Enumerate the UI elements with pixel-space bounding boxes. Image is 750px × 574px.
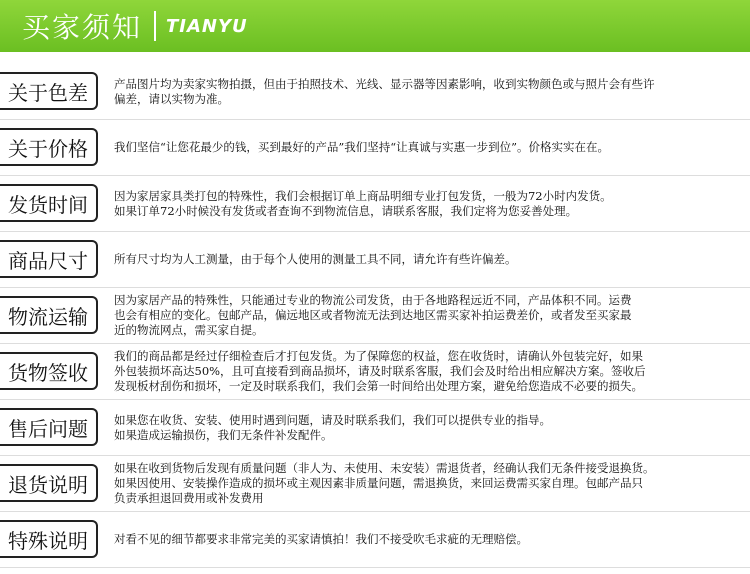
notice-row — [0, 456, 750, 512]
section-content — [114, 400, 736, 455]
notice-row — [0, 344, 750, 400]
section-text-line: 如果因使用、安装操作造成的损坏或主观因素非质量问题，需退换货，来回运费需买家自理。包邮产品只 — [114, 476, 643, 490]
section-text-line: 对看不见的细节都要求非常完美的买家请慎拍！我们不接受吹毛求疵的无理赔偿。 — [114, 532, 528, 546]
section-label: 关于价格 — [0, 128, 98, 166]
section-text-line: 发现板材刮伤和损坏，一定及时联系我们，我们会第一时间给出处理方案，避免给您造成不必要的损失。 — [114, 379, 643, 393]
notice-row — [0, 120, 750, 176]
section-content — [114, 288, 736, 343]
section-text-line: 如果订单72小时候没有发货或者查询不到物流信息，请联系客服，我们定将为您妥善处理。 — [114, 203, 578, 218]
section-text-line: 产品图片均为卖家实物拍摄，但由于拍照技术、光线、显示器等因素影响，收到实物颜色或与照片会有些许 — [114, 76, 655, 91]
section-text-line: 因为家居家具类打包的特殊性，我们会根据订单上商品明细专业打包发货，一般为72小时内发货。 — [114, 188, 612, 203]
section-text-line: 如果造成运输损伤，我们无条件补发配件。 — [114, 427, 333, 442]
section-label: 货物签收 — [0, 352, 98, 390]
brand-logo: TIANYU — [166, 15, 248, 37]
section-text-line: 如果您在收货、安装、使用时遇到问题，请及时联系我们，我们可以提供专业的指导。 — [114, 412, 551, 427]
section-content — [114, 232, 736, 287]
section-label: 售后问题 — [0, 408, 98, 446]
section-text-line: 如果在收到货物后发现有质量问题（非人为、未使用、未安装）需退货者，经确认我们无条件接受退换货。 — [114, 461, 655, 475]
section-content — [114, 64, 736, 119]
notice-list — [0, 64, 750, 568]
section-text-line: 也会有相应的变化。包邮产品，偏远地区或者物流无法到达地区需买家补拍运费差价，或者发至买家最 — [114, 308, 632, 322]
notice-row — [0, 512, 750, 568]
section-label: 商品尺寸 — [0, 240, 98, 278]
section-text-line: 外包装损坏高达50%，且可直接看到商品损坏，请及时联系客服，我们会及时给出相应解决方案。签收后 — [114, 364, 646, 378]
notice-row — [0, 288, 750, 344]
section-label: 物流运输 — [0, 296, 98, 334]
section-content — [114, 512, 736, 567]
section-content — [114, 456, 736, 511]
section-label: 特殊说明 — [0, 520, 98, 558]
section-text-line: 因为家居产品的特殊性，只能通过专业的物流公司发货，由于各地路程远近不同，产品体积不同。运费 — [114, 293, 632, 307]
section-text-line: 负责承担退回费用或补发费用 — [114, 491, 264, 505]
header-divider — [154, 11, 156, 41]
notice-row — [0, 232, 750, 288]
section-content — [114, 344, 736, 399]
section-label: 发货时间 — [0, 184, 98, 222]
section-content — [114, 176, 736, 231]
section-text-line: 近的物流网点，需买家自提。 — [114, 323, 264, 337]
page-title: 买家须知 — [22, 11, 143, 44]
section-label: 退货说明 — [0, 464, 98, 502]
notice-row — [0, 400, 750, 456]
notice-row — [0, 64, 750, 120]
header-banner — [0, 0, 750, 52]
section-text-line: 所有尺寸均为人工测量，由于每个人使用的测量工具不同，请允许有些许偏差。 — [114, 252, 517, 266]
section-text-line: 偏差，请以实物为准。 — [114, 91, 229, 106]
section-content — [114, 120, 736, 175]
section-text-line: 我们的商品都是经过仔细检查后才打包发货。为了保障您的权益，您在收货时，请确认外包装完好，如果 — [114, 349, 643, 363]
section-text-line: 我们坚信“让您花最少的钱，买到最好的产品”我们坚持“让真诚与实惠一步到位”。价格实实在在。 — [114, 140, 610, 154]
notice-row — [0, 176, 750, 232]
section-label: 关于色差 — [0, 72, 98, 110]
